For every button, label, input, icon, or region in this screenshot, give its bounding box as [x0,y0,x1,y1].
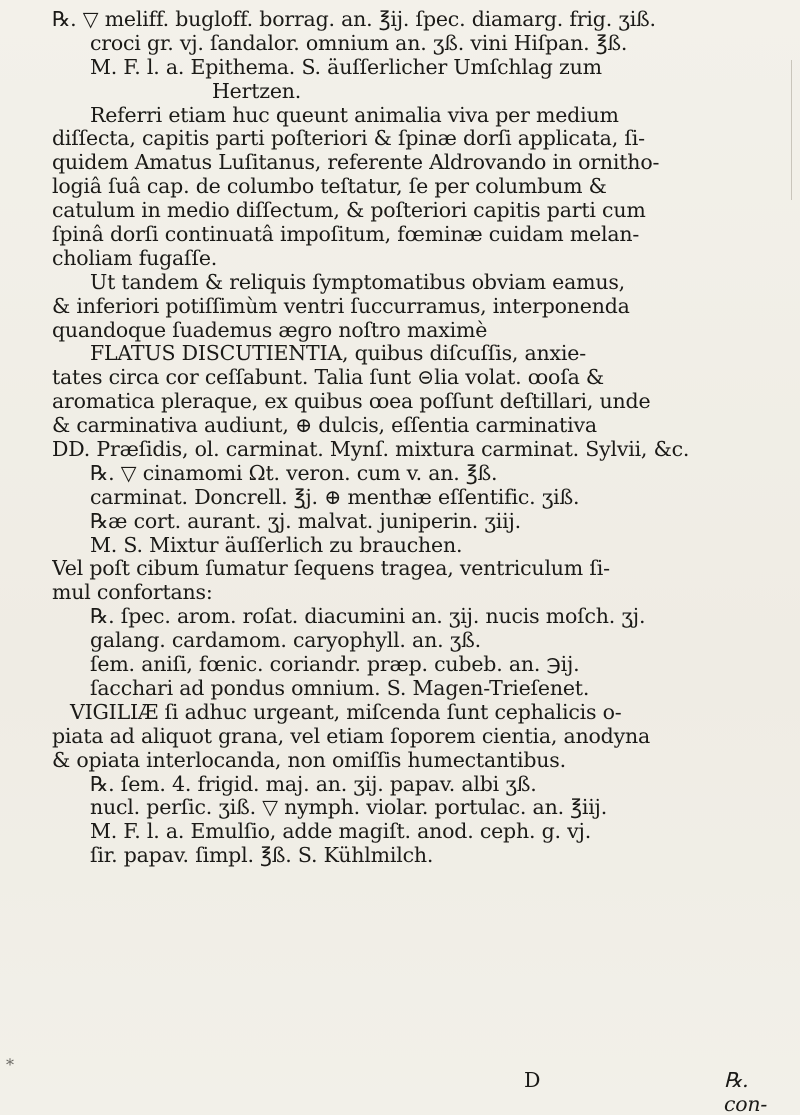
text-line: piata ad aliquot grana, vel etiam ſoporem cientia, anodyna [52,724,650,748]
text-line: logiâ ſuâ cap. de columbo teſtatur, ſe per columbum & [52,175,607,199]
text-line: ſacchari ad pondus omnium. S. Magen-Trieſenet. [90,676,590,700]
text-line: quidem Amatus Luſitanus, referente Aldrovando in ornitho- [52,151,660,175]
page-text [52,0,768,1115]
text-line: ſpinâ dorſi continuatâ impoſitum, fœminæ cuidam melan- [52,223,640,247]
text-line: galang. cardamom. caryophyll. an. ʒß. [90,629,481,653]
text-line: Vel poſt cibum ſumatur ſequens tragea, ventriculum ſi- [52,557,610,581]
paper-crease [791,60,792,200]
text-line: & inferiori potiſſimùm ventri ſuccurramus, interponenda [52,294,630,318]
text-line: Referri etiam huc queunt animalia viva per medium [90,103,619,127]
text-line: catulum in medio diſſectum, & poſteriori capitis parti cum [52,199,646,223]
text-line: carminat. Doncrell. ℥j. ⊕ menthæ eſſentific. ʒiß. [90,485,580,509]
signature-mark: D [524,1068,541,1092]
text-line: & opiata interlocanda, non omiſſis humectantibus. [52,748,566,772]
text-line: diſſecta, capitis parti poſteriori & ſpinæ dorſi applicata, ſi- [52,127,645,151]
text-line: ℞. ▽ cinamomi Ωt. veron. cum v. an. ℥ß. [90,461,498,485]
text-line: & carminativa audiunt, ⊕ dulcis, eſſentia carminativa [52,414,597,438]
text-line: ℞æ cort. aurant. ʒj. malvat. juniperin. ʒiij. [90,509,521,533]
text-line: choliam fugaſſe. [52,246,218,270]
catchword: ℞. con- [724,1068,768,1115]
text-line: ℞. ▽ meliff. bugloff. borrag. an. ℥ij. ſpec. diamarg. frig. ʒiß. [52,8,656,31]
text-line: ſem. aniſi, fœnic. coriandr. præp. cubeb. an. ℈ij. [90,653,580,677]
text-line: M. F. l. a. Emulſio, adde magiſt. anod. ceph. g. vj. [90,820,592,844]
text-line: FLATUS DISCUTIENTIA, quibus diſcuſſis, anxie- [90,342,586,366]
text-line: ſir. papav. ſimpl. ℥ß. S. Kühlmilch. [90,844,434,868]
text-line: nucl. perſic. ʒiß. ▽ nymph. violar. portulac. an. ℥iij. [90,796,608,820]
text-line: croci gr. vj. ſandalor. omnium an. ʒß. vini Hiſpan. ℥ß. [90,31,628,55]
text-line: ℞. ſem. 4. frigid. maj. an. ʒij. papav. albi ʒß. [90,772,537,796]
text-line: tates circa cor ceſſabunt. Talia ſunt ⊝lia volat. ꝏoſa & [52,366,604,390]
text-line: Hertzen. [212,79,302,103]
text-line: aromatica pleraque, ex quibus ꝏea poſſunt deſtillari, unde [52,390,651,414]
text-line: Ut tandem & reliquis ſymptomatibus obviam eamus, [90,270,625,294]
text-line: M. F. l. a. Epithema. S. äuſſerlicher Umſchlag zum [90,55,602,79]
text-line: mul confortans: [52,581,213,605]
text-line: VIGILIÆ ſi adhuc urgeant, miſcenda ſunt cephalicis o- [70,700,622,724]
text-line: ℞. ſpec. arom. roſat. diacumini an. ʒij. nucis moſch. ʒj. [90,605,646,629]
page-footer [52,1068,768,1115]
margin-mark-icon: ⁎ [6,1050,14,1069]
text-line: quandoque ſuademus ægro noſtro maximè [52,318,488,342]
text-line: M. S. Mixtur äuſſerlich zu brauchen. [90,533,463,557]
text-line: DD. Præſidis, ol. carminat. Mynſ. mixtura carminat. Sylvii, &c. [52,438,690,462]
